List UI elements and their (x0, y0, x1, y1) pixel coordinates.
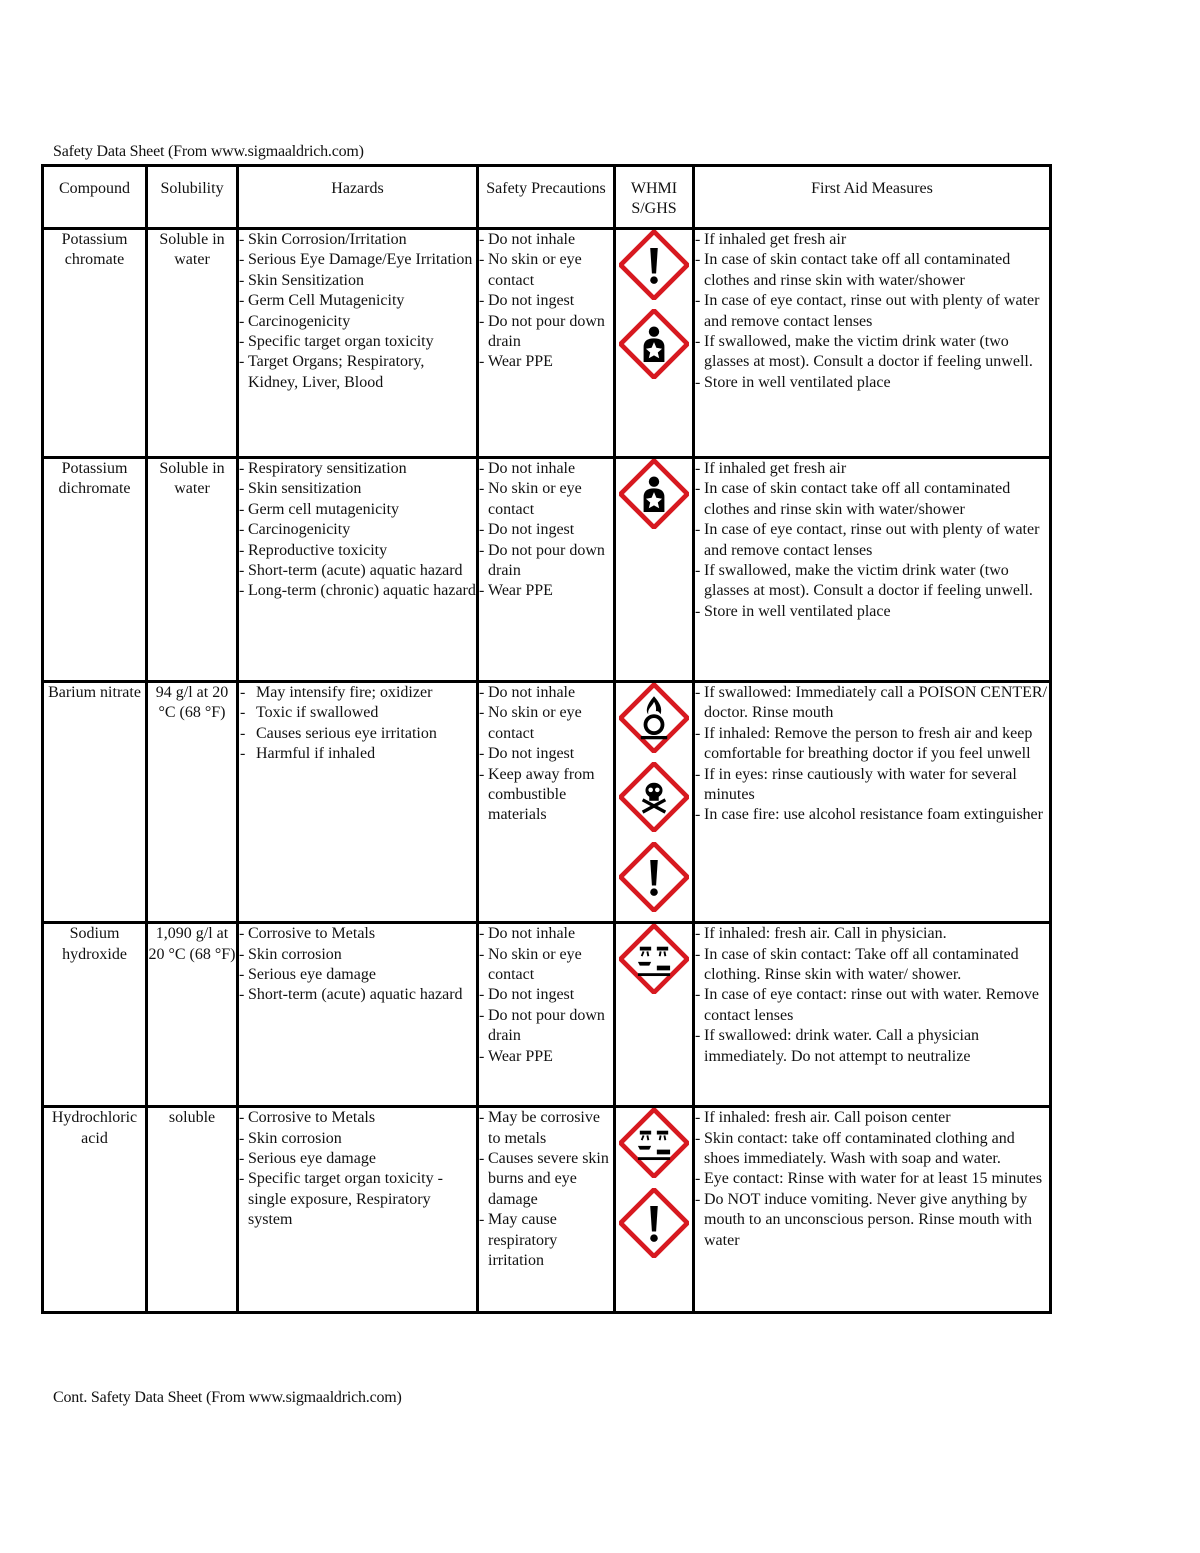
hazards-cell (238, 682, 478, 923)
list-item: - Specific target organ toxicity - single exposure, Respiratory system (239, 1169, 476, 1230)
list-item: - Do not inhale (479, 230, 613, 250)
table-row (43, 229, 1051, 458)
precautions-cell (478, 923, 615, 1107)
list-item: - Wear PPE (479, 352, 613, 372)
solubility-cell: Soluble in water (147, 458, 238, 682)
first-aid-cell (694, 1107, 1051, 1313)
list-item: - If inhaled: fresh air. Call in physician. (695, 924, 1049, 944)
ghs-pictogram-cell (615, 1107, 694, 1313)
list-item: - Do not inhale (479, 683, 613, 703)
table-header-row (43, 166, 1051, 229)
list-item: - Skin corrosion (239, 1129, 476, 1149)
list-item: - In case of skin contact take off all contaminated clothes and rinse skin with water/shower (695, 479, 1049, 520)
list-item: - Serious eye damage (239, 965, 476, 985)
list-item: - Skin Sensitization (239, 271, 476, 291)
precautions-cell (478, 1107, 615, 1313)
list-item: - Do not inhale (479, 924, 613, 944)
list-item: - Corrosive to Metals (239, 924, 476, 944)
ghs-pictogram-cell (615, 229, 694, 458)
first-aid-cell (694, 458, 1051, 682)
list-item: - Germ cell mutagenicity (239, 500, 476, 520)
list-item: - May be corrosive to metals (479, 1108, 613, 1149)
list-item: - Serious eye damage (239, 1149, 476, 1169)
list-item: - Respiratory sensitization (239, 459, 476, 479)
list-item: - Specific target organ toxicity (239, 332, 476, 352)
first-aid-cell (694, 923, 1051, 1107)
list-item: - If inhaled get fresh air (695, 459, 1049, 479)
list-item: - If inhaled: fresh air. Call poison center (695, 1108, 1049, 1128)
precautions-list (479, 459, 613, 602)
continuation-caption: Cont. Safety Data Sheet (From www.sigmaaldrich.com) (53, 1389, 402, 1406)
hazards-cell (238, 229, 478, 458)
solubility-cell: 1,090 g/l at 20 °C (68 °F) (147, 923, 238, 1107)
list-item: - No skin or eye contact (479, 479, 613, 520)
list-item: - In case of eye contact, rinse out with plenty of water and remove contact lenses (695, 520, 1049, 561)
list-item: - If swallowed: drink water. Call a physician immediately. Do not attempt to neutralize (695, 1026, 1049, 1067)
list-item: - In case of eye contact: rinse out with water. Remove contact lenses (695, 985, 1049, 1026)
first-aid-cell (694, 229, 1051, 458)
column-header-first-aid: First Aid Measures (694, 166, 1051, 229)
table-row (43, 682, 1051, 923)
list-item: - If swallowed, make the victim drink water (two glasses at most). Consult a doctor if feeling unwell. (695, 561, 1049, 602)
list-item: - May intensify fire; oxidizer (239, 683, 476, 703)
compound-cell: Sodium hydroxide (43, 923, 147, 1107)
list-item: - If inhaled get fresh air (695, 230, 1049, 250)
list-item: - Do not pour down drain (479, 541, 613, 582)
precautions-cell (478, 229, 615, 458)
list-item: - If inhaled: Remove the person to fresh air and keep comfortable for breathing doctor if you feel unwell (695, 724, 1049, 765)
precautions-cell (478, 682, 615, 923)
hazards-cell (238, 1107, 478, 1313)
precautions-list (479, 1108, 613, 1271)
table-row (43, 923, 1051, 1107)
compound-cell: Potassium chromate (43, 229, 147, 458)
list-item: - Causes serious eye irritation (239, 724, 476, 744)
health-hazard-icon (616, 309, 692, 385)
list-item: - Long-term (chronic) aquatic hazard (239, 581, 476, 601)
hazards-list (239, 1108, 476, 1230)
list-item: - In case of eye contact, rinse out with plenty of water and remove contact lenses (695, 291, 1049, 332)
list-item: - Do not inhale (479, 459, 613, 479)
table-row (43, 1107, 1051, 1313)
list-item: - Store in well ventilated place (695, 602, 1049, 622)
list-item: - Short-term (acute) aquatic hazard (239, 985, 476, 1005)
hazards-list (239, 230, 476, 393)
exclamation-mark-icon (616, 842, 692, 918)
list-item: - No skin or eye contact (479, 703, 613, 744)
list-item: - Causes severe skin burns and eye damage (479, 1149, 613, 1210)
list-item: - Corrosive to Metals (239, 1108, 476, 1128)
list-item: - If in eyes: rinse cautiously with water for several minutes (695, 765, 1049, 806)
solubility-cell: soluble (147, 1107, 238, 1313)
list-item: - In case of skin contact: Take off all contaminated clothing. Rinse skin with water/ shower. (695, 945, 1049, 986)
list-item: - Keep away from combustible materials (479, 765, 613, 826)
list-item: - Do not pour down drain (479, 312, 613, 353)
list-item: - Harmful if inhaled (239, 744, 476, 764)
precautions-list (479, 230, 613, 373)
hazards-list (239, 924, 476, 1006)
skull-crossbones-icon (616, 762, 692, 838)
list-item: - If swallowed: Immediately call a POISON CENTER/ doctor. Rinse mouth (695, 683, 1049, 724)
column-header-compound: Compound (43, 166, 147, 229)
corrosion-icon (616, 924, 692, 1000)
column-header-hazards: Hazards (238, 166, 478, 229)
compound-cell: Hydrochloric acid (43, 1107, 147, 1313)
first-aid-list (695, 1108, 1049, 1251)
precautions-list (479, 924, 613, 1067)
precautions-cell (478, 458, 615, 682)
list-item: - No skin or eye contact (479, 945, 613, 986)
list-item: - Do not ingest (479, 291, 613, 311)
column-header-solubility: Solubility (147, 166, 238, 229)
compound-cell: Barium nitrate (43, 682, 147, 923)
list-item: - In case of skin contact take off all contaminated clothes and rinse skin with water/shower (695, 250, 1049, 291)
list-item: - Do NOT induce vomiting. Never give anything by mouth to an unconscious person. Rinse mouth with water (695, 1190, 1049, 1251)
list-item: - No skin or eye contact (479, 250, 613, 291)
first-aid-list (695, 924, 1049, 1067)
list-item: - Germ Cell Mutagenicity (239, 291, 476, 311)
ghs-pictogram-cell (615, 458, 694, 682)
list-item: - Target Organs; Respiratory, Kidney, Liver, Blood (239, 352, 476, 393)
first-aid-list (695, 230, 1049, 393)
hazards-list (239, 683, 476, 765)
list-item: - Eye contact: Rinse with water for at least 15 minutes (695, 1169, 1049, 1189)
list-item: - Wear PPE (479, 581, 613, 601)
hazards-cell (238, 458, 478, 682)
first-aid-list (695, 683, 1049, 826)
list-item: - Short-term (acute) aquatic hazard (239, 561, 476, 581)
solubility-cell: 94 g/l at 20 °C (68 °F) (147, 682, 238, 923)
corrosion-icon (616, 1108, 692, 1184)
list-item: - Skin sensitization (239, 479, 476, 499)
list-item: - Wear PPE (479, 1047, 613, 1067)
list-item: - Do not ingest (479, 744, 613, 764)
list-item: - In case fire: use alcohol resistance foam extinguisher (695, 805, 1049, 825)
list-item: - Do not ingest (479, 985, 613, 1005)
exclamation-mark-icon (616, 230, 692, 306)
list-item: - Serious Eye Damage/Eye Irritation (239, 250, 476, 270)
hazards-cell (238, 923, 478, 1107)
first-aid-cell (694, 682, 1051, 923)
list-item: - May cause respiratory irritation (479, 1210, 613, 1271)
ghs-pictogram-cell (615, 923, 694, 1107)
list-item: - Skin contact: take off contaminated clothing and shoes immediately. Wash with soap and water. (695, 1129, 1049, 1170)
exclamation-mark-icon (616, 1188, 692, 1264)
hazards-list (239, 459, 476, 602)
precautions-list (479, 683, 613, 826)
column-header-ghs: WHMI S/GHS (615, 166, 694, 229)
table-row (43, 458, 1051, 682)
list-item: - Carcinogenicity (239, 312, 476, 332)
list-item: - Skin Corrosion/Irritation (239, 230, 476, 250)
list-item: - Reproductive toxicity (239, 541, 476, 561)
list-item: - If swallowed, make the victim drink water (two glasses at most). Consult a doctor if feeling unwell. (695, 332, 1049, 373)
solubility-cell: Soluble in water (147, 229, 238, 458)
list-item: - Toxic if swallowed (239, 703, 476, 723)
flame-over-circle-icon (616, 683, 692, 759)
list-item: - Do not pour down drain (479, 1006, 613, 1047)
list-item: - Do not ingest (479, 520, 613, 540)
safety-data-table (41, 164, 1052, 1314)
list-item: - Carcinogenicity (239, 520, 476, 540)
column-header-precautions: Safety Precautions (478, 166, 615, 229)
list-item: - Skin corrosion (239, 945, 476, 965)
page-title: Safety Data Sheet (From www.sigmaaldrich.com) (53, 143, 364, 160)
ghs-pictogram-cell (615, 682, 694, 923)
first-aid-list (695, 459, 1049, 622)
list-item: - Store in well ventilated place (695, 373, 1049, 393)
health-hazard-icon (616, 459, 692, 535)
compound-cell: Potassium dichromate (43, 458, 147, 682)
